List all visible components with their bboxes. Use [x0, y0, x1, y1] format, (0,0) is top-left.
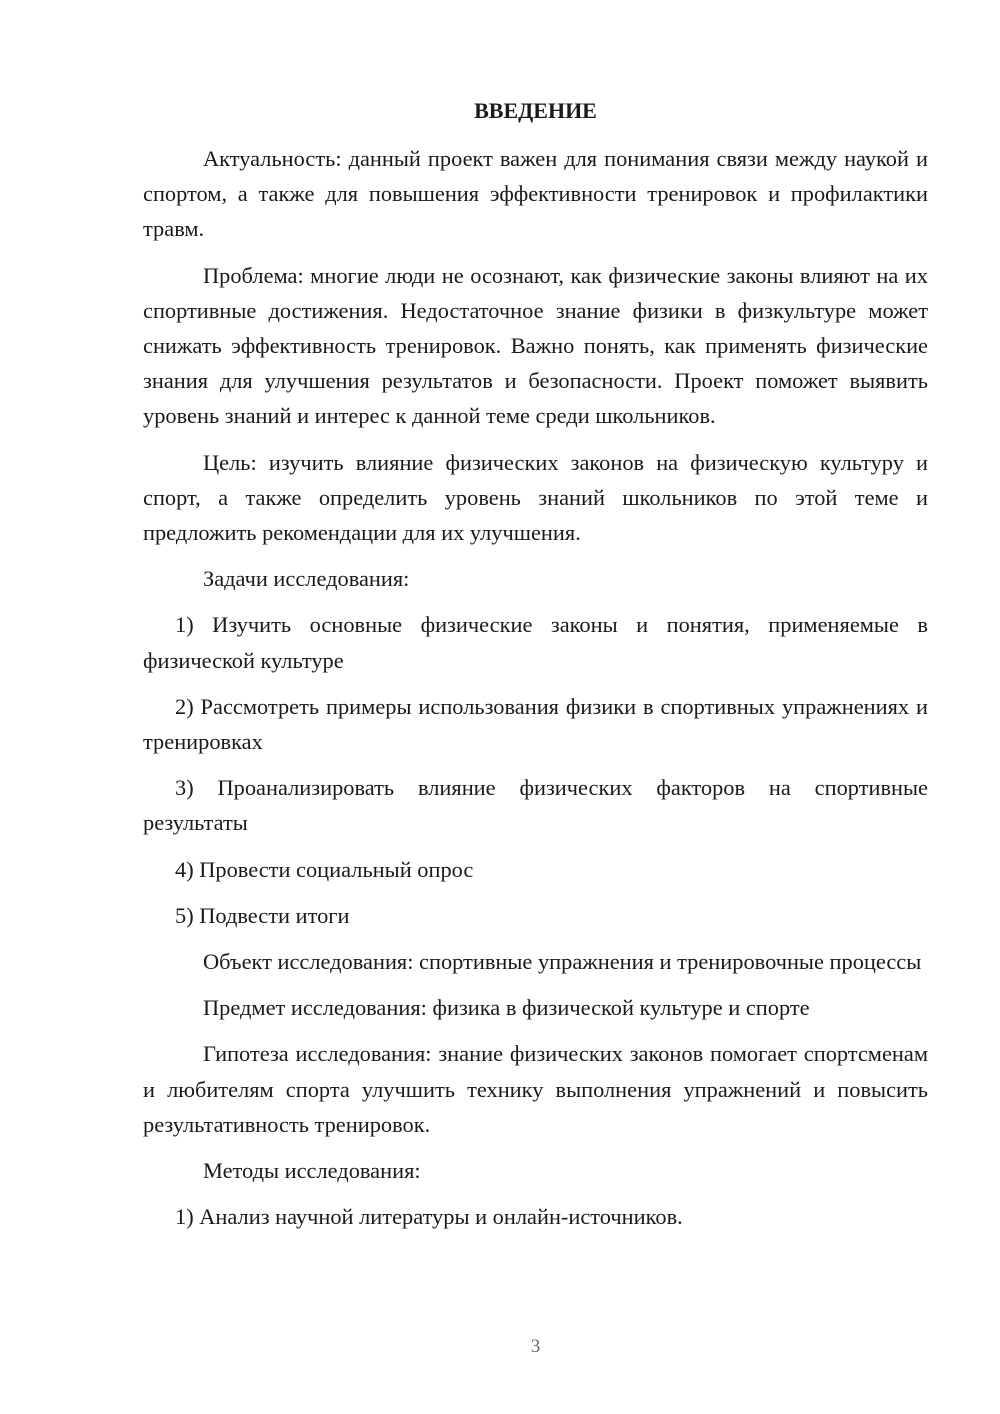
- document-body: [143, 141, 928, 1245]
- page-number: 3: [530, 1336, 541, 1357]
- task-item: 3) Проанализировать влияние физических факторов на спортивные результаты: [143, 775, 928, 836]
- page-title: ВВЕДЕНИЕ: [474, 98, 597, 123]
- hypothesis-paragraph: Гипотеза исследования: знание физических законов помогает спортсменам и любителям спорта улучшить технику выполнения упражнений и повысить результативность тренировок.: [143, 1041, 928, 1137]
- problem-paragraph: Проблема: многие люди не осознают, как физические законы влияют на их спортивные достижения. Недостаточное знание физики в физкультуре может снижать эффективность тренировок. Важно понять, как применять физические знания для улучшения результатов и безопасности. Проект поможет выявить уровень знаний и интерес к данной теме среди школьников.: [143, 262, 928, 429]
- methods-heading: Методы исследования:: [203, 1158, 421, 1184]
- relevance-paragraph: Актуальность: данный проект важен для понимания связи между наукой и спортом, а также для повышения эффективности тренировок и профилактики травм.: [143, 146, 928, 242]
- document-page: [143, 0, 928, 1414]
- object-paragraph: Объект исследования: спортивные упражнения и тренировочные процессы: [203, 949, 922, 975]
- goal-paragraph: Цель: изучить влияние физических законов на физическую культуру и спорт, а также определить уровень знаний школьников по этой теме и предложить рекомендации для их улучшения.: [143, 449, 928, 546]
- task-item: 1) Изучить основные физические законы и понятия, применяемые в физической культуре: [143, 612, 928, 673]
- method-item: 1) Анализ научной литературы и онлайн-источников.: [175, 1204, 683, 1230]
- task-item: 2) Рассмотреть примеры использования физики в спортивных упражнениях и тренировках: [143, 693, 928, 755]
- task-item: 5) Подвести итоги: [175, 902, 350, 928]
- task-item: 4) Провести социальный опрос: [175, 856, 474, 882]
- tasks-heading: Задачи исследования:: [203, 566, 410, 592]
- subject-paragraph: Предмет исследования: физика в физической культуре и спорте: [203, 995, 810, 1021]
